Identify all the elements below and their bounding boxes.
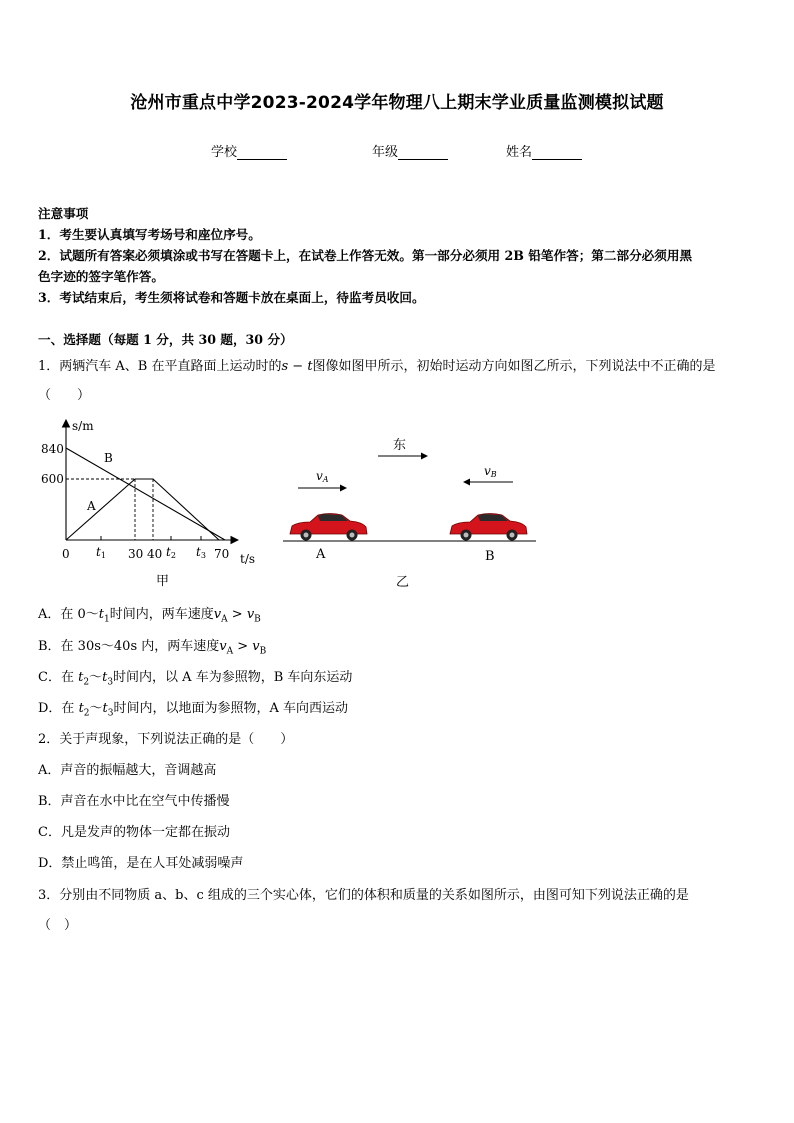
vA-label: vA <box>316 469 329 484</box>
note-item: 2．试题所有答案必须填涂或书写在答题卡上，在试卷上作答无效。第一部分必须用 2B 铅笔作答；第二部分必须用黑 <box>38 248 693 263</box>
name-field <box>506 141 582 160</box>
opt-text: C．在 <box>38 670 79 685</box>
note-item: 3．考试结束后，考生须将试卷和答题卡放在桌面上，待监考员收回。 <box>38 290 425 305</box>
school-label: 学校 <box>211 145 238 160</box>
name-blank <box>532 145 582 160</box>
x-tick-70: 70 <box>214 547 230 561</box>
y-tick-840: 840 <box>41 442 64 456</box>
opt-sub: A <box>226 646 234 657</box>
opt-var: t <box>102 701 108 716</box>
car-b <box>450 514 527 541</box>
opt-text: 时间内，以地面为参照物，A 车向西运动 <box>113 701 349 716</box>
q1-option-d <box>38 697 348 719</box>
opt-var: t <box>78 701 84 716</box>
vB-label: vB <box>484 464 497 479</box>
question-2-stem: 2．关于声现象，下列说法正确的是（ ） <box>38 732 294 747</box>
opt-text: B．在 30s～40s 内，两车速度 <box>38 639 220 654</box>
opt-sub: B <box>254 614 261 625</box>
opt-text: 时间内，两车速度 <box>109 607 214 622</box>
opt-var: v <box>213 607 222 622</box>
note-item: 1．考生要认真填写考场号和座位序号。 <box>38 227 261 242</box>
opt-text: A．在 0～ <box>38 607 99 622</box>
figure-caption-jia: 甲 <box>156 574 170 589</box>
grade-blank <box>398 145 448 160</box>
q1-option-b <box>38 635 266 657</box>
opt-var: v <box>252 639 260 654</box>
q2-option-d: D．禁止鸣笛，是在人耳处减弱噪声 <box>38 856 244 871</box>
q1-stem-b: 图像如图甲所示，初始时运动方向如图乙所示，下列说法中不正确的是 <box>312 359 716 374</box>
opt-sub: 3 <box>107 708 114 719</box>
question-1-stem <box>38 355 716 374</box>
section-heading: 一、选择题（每题 1 分，共 30 题，30 分） <box>38 332 293 347</box>
car-a <box>290 514 367 541</box>
opt-text: ～ <box>89 701 103 716</box>
opt-text: 时间内，以 A 车为参照物，B 车向东运动 <box>113 670 353 685</box>
figure-caption-yi: 乙 <box>396 575 410 590</box>
x-tick-t1: t1 <box>96 545 106 560</box>
opt-sub: 2 <box>83 677 90 688</box>
question-3-stem: 3．分别由不同物质 a、b、c 组成的三个实心体，它们的体积和质量的关系如图所示，由图可知下列说法正确的是 <box>38 888 689 903</box>
name-label: 姓名 <box>506 145 533 160</box>
q1-option-a <box>38 603 261 625</box>
figure-yi-cars <box>280 430 545 590</box>
opt-text: > <box>233 639 253 654</box>
grade-label: 年级 <box>372 145 399 160</box>
figure-jia-st-graph <box>38 415 268 590</box>
q2-option-c: C．凡是发声的物体一定都在振动 <box>38 825 230 840</box>
opt-var: t <box>98 607 105 622</box>
opt-text: > <box>227 607 247 622</box>
x-tick-t2: t2 <box>166 545 176 560</box>
q1-paren: （ ） <box>38 388 91 403</box>
y-tick-600: 600 <box>41 472 64 486</box>
opt-text: ～ <box>89 670 103 685</box>
opt-sub: 2 <box>83 708 90 719</box>
opt-sub: 1 <box>104 614 110 625</box>
opt-var: v <box>219 639 227 654</box>
opt-var: t <box>102 670 108 685</box>
opt-var: v <box>246 607 255 622</box>
label-B: B <box>104 451 113 465</box>
opt-text: D．在 <box>38 701 79 716</box>
x-tick-t3: t3 <box>196 545 206 560</box>
car-a-label: A <box>316 547 326 562</box>
opt-sub: 3 <box>107 677 114 688</box>
x-tick-30: 30 <box>128 547 144 561</box>
line-B <box>66 448 225 540</box>
school-blank <box>237 145 287 160</box>
opt-sub: A <box>221 614 228 625</box>
q1-stem-a: 1．两辆汽车 A、B 在平直路面上运动时的 <box>38 359 282 374</box>
notes-heading: 注意事项 <box>38 206 89 221</box>
y-axis-unit: s/m <box>72 419 94 433</box>
school-field <box>211 141 287 160</box>
q1-stem-math: s − t <box>281 359 313 374</box>
q2-option-a: A．声音的振幅越大，音调越高 <box>38 763 217 778</box>
label-A: A <box>87 499 96 513</box>
q1-option-c <box>38 666 352 688</box>
east-label: 东 <box>393 438 407 453</box>
q3-paren: （ ） <box>38 918 78 933</box>
x-tick-40: 40 <box>147 547 163 561</box>
opt-sub: B <box>259 646 267 657</box>
grade-field <box>372 141 448 160</box>
car-b-label: B <box>485 549 495 564</box>
x-tick-0: 0 <box>62 547 70 561</box>
q2-option-b: B．声音在水中比在空气中传播慢 <box>38 794 230 809</box>
x-axis-unit: t/s <box>240 552 256 566</box>
opt-var: t <box>78 670 84 685</box>
note-item: 色字迹的签字笔作答。 <box>38 269 164 284</box>
page-title: 沧州市重点中学2023-2024学年物理八上期末学业质量监测模拟试题 <box>130 93 664 113</box>
